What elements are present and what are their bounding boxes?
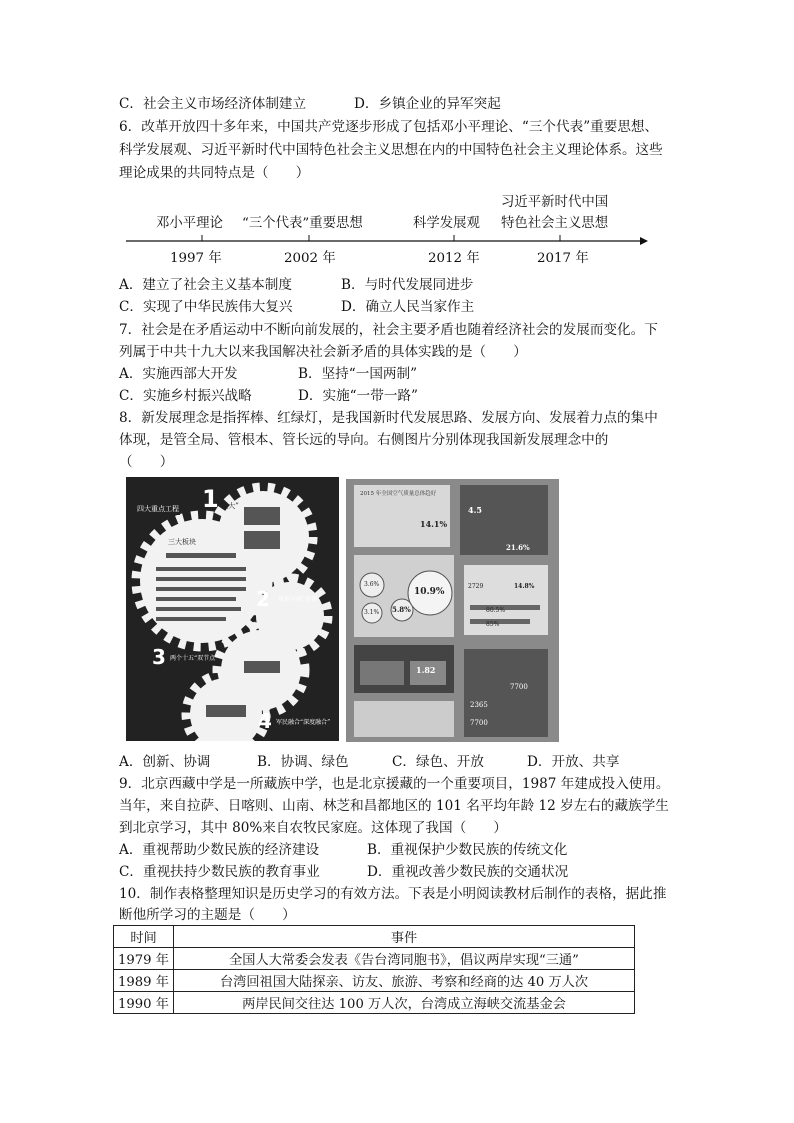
timeline-year-2012: 2012 年 bbox=[428, 251, 480, 266]
q8-option-a: A．创新、协调 bbox=[119, 754, 211, 770]
q6-stem-line-1: 6．改革开放四十多年来，中国共产党逐步形成了包括邓小平理论、“三个代表”重要思想、 bbox=[119, 119, 659, 135]
gear-text-military: 军民融合“深度融合” bbox=[276, 719, 331, 726]
timeline-year-1997: 1997 年 bbox=[170, 251, 222, 266]
info-stat-80-5: 80.5% bbox=[486, 607, 506, 614]
q8-stem-line-1: 8．新发展理念是指挥棒、红绿灯，是我国新时代发展思路、发展方向、发展着力点的集中 bbox=[119, 410, 658, 426]
q9-stem-line-3: 到北京学习，其中 80%来自农牧民家庭。这体现了我国（ ） bbox=[119, 820, 507, 836]
table-row bbox=[114, 992, 635, 1014]
q7-stem-line-1: 7．社会是在矛盾运动中不断向前发展的，社会主要矛盾也随着经济社会的发展而变化。下 bbox=[119, 322, 658, 338]
info-stat-1-82: 1.82 bbox=[416, 665, 436, 675]
q9-stem-line-2: 当年，来自拉萨、日喀则、山南、林芝和昌都地区的 101 名平均年龄 12 岁左右的藏族学生 bbox=[119, 798, 669, 814]
timeline-label-scientific: 科学发展观 bbox=[413, 216, 480, 231]
q9-stem-line-1: 9．北京西藏中学是一所藏族中学，也是北京援藏的一个重要项目，1987 年建成投入使用。 bbox=[119, 776, 670, 792]
figure-coordination-gears bbox=[126, 477, 339, 741]
table-header-row bbox=[114, 926, 635, 948]
figure-green-infographic bbox=[346, 479, 559, 742]
q7-option-d: D．实施“一带一路” bbox=[298, 388, 418, 404]
timeline-label-deng: 邓小平理论 bbox=[156, 216, 223, 231]
gear-number-1: 1 bbox=[202, 485, 219, 513]
gear-text-urban-rural: 城乡区域“协调” bbox=[278, 596, 321, 603]
gear-text-double-node: 两个十五“双节点” bbox=[170, 655, 219, 662]
q7-stem-line-2: 列属于中共十九大以来我国解决社会新矛盾的具体实践的是（ ） bbox=[119, 344, 527, 360]
gear-title-text: 四大重点工程 bbox=[137, 505, 179, 513]
info-title: 2015 年全国空气质量总体趋好 bbox=[360, 491, 437, 497]
q5-option-d: D．乡镇企业的异军突起 bbox=[354, 96, 501, 112]
q10-stem-line-2: 断他所学习的主题是（ ） bbox=[119, 907, 296, 923]
info-stat-7700-b: 7700 bbox=[470, 719, 488, 727]
table-cell-year: 1989 年 bbox=[114, 970, 174, 992]
gear-number-4: 4 bbox=[258, 709, 272, 733]
table-row bbox=[114, 948, 635, 970]
table-row bbox=[114, 970, 635, 992]
gears-graphic bbox=[126, 477, 339, 741]
q7-option-b: B．坚持“一国两制” bbox=[298, 366, 418, 382]
info-stat-14-1: 14.1% bbox=[420, 519, 448, 529]
q8-option-d: D．开放、共享 bbox=[527, 754, 620, 770]
info-stat-3-6: 3.6% bbox=[364, 581, 380, 588]
gear-text-three-blocks: 三大板块 bbox=[168, 538, 196, 546]
q10-stem-line-1: 10．制作表格整理知识是历史学习的有效方法。下表是小明阅读教材后制作的表格，据此推 bbox=[119, 886, 667, 902]
table-cell-year: 1990 年 bbox=[114, 992, 174, 1014]
q8-option-c: C．绿色、开放 bbox=[392, 754, 484, 770]
q8-stem-line-3: （ ） bbox=[119, 454, 174, 470]
q8-stem-line-2: 体现，是管全局、管根本、管长远的导向。右侧图片分别体现我国新发展理念中的 bbox=[119, 432, 609, 448]
q8-option-b: B．协调、绿色 bbox=[257, 754, 349, 770]
timeline-label-xi-1: 习近平新时代中国 bbox=[501, 195, 609, 210]
q5-option-c: C．社会主义市场经济体制建立 bbox=[119, 96, 307, 112]
info-stat-21-6: 21.6% bbox=[506, 543, 530, 552]
table-cell-year: 1979 年 bbox=[114, 948, 174, 970]
info-stat-4-5: 4.5 bbox=[468, 505, 482, 515]
table-header-event: 事件 bbox=[174, 926, 635, 948]
q9-option-d: D．重视改善少数民族的交通状况 bbox=[367, 864, 569, 880]
q6-stem-line-3: 理论成果的共同特点是（ ） bbox=[119, 165, 310, 181]
gear-text-five: "五大” bbox=[218, 502, 239, 510]
info-stat-14-8: 14.8% bbox=[514, 583, 535, 590]
timeline-label-three-represents: “三个代表”重要思想 bbox=[242, 216, 363, 231]
table-cell-event: 全国人大常委会发表《告台湾同胞书》，倡议两岸实现“三通” bbox=[174, 948, 635, 970]
timeline-axis bbox=[124, 234, 654, 248]
timeline-label-xi-2: 特色社会主义思想 bbox=[501, 216, 609, 231]
info-stat-10-9: 10.9% bbox=[414, 587, 445, 597]
info-stat-7700-a: 7700 bbox=[510, 683, 528, 691]
info-stat-5-8: 5.8% bbox=[392, 605, 411, 614]
q7-option-c: C．实施乡村振兴战略 bbox=[119, 388, 252, 404]
gear-number-2: 2 bbox=[256, 587, 270, 611]
q9-option-c: C．重视扶持少数民族的教育事业 bbox=[119, 864, 320, 880]
table-cell-event: 台湾回祖国大陆探亲、访友、旅游、考察和经商的达 40 万人次 bbox=[174, 970, 635, 992]
info-stat-3-1: 3.1% bbox=[364, 609, 380, 616]
q9-option-a: A．重视帮助少数民族的经济建设 bbox=[119, 842, 320, 858]
gear-number-3: 3 bbox=[152, 645, 166, 669]
q9-option-b: B．重视保护少数民族的传统文化 bbox=[367, 842, 568, 858]
q6-option-b: B．与时代发展同进步 bbox=[341, 277, 474, 293]
timeline-year-2002: 2002 年 bbox=[284, 251, 336, 266]
table-header-time: 时间 bbox=[114, 926, 174, 948]
info-stat-85: 85% bbox=[486, 621, 500, 628]
q6-option-c: C．实现了中华民族伟大复兴 bbox=[119, 299, 293, 315]
q7-option-a: A．实施西部大开发 bbox=[119, 366, 238, 382]
q6-option-d: D．确立人民当家作主 bbox=[341, 299, 475, 315]
info-stat-2729: 2729 bbox=[468, 583, 484, 590]
table-cell-event: 两岸民间交往达 100 万人次，台湾成立海峡交流基金会 bbox=[174, 992, 635, 1014]
q10-events-table bbox=[113, 925, 635, 1014]
info-stat-2365: 2365 bbox=[470, 701, 488, 709]
q6-stem-line-2: 科学发展观、习近平新时代中国特色社会主义思想在内的中国特色社会主义理论体系。这些 bbox=[119, 142, 663, 158]
timeline-year-2017: 2017 年 bbox=[537, 251, 589, 266]
q6-option-a: A．建立了社会主义基本制度 bbox=[119, 277, 292, 293]
